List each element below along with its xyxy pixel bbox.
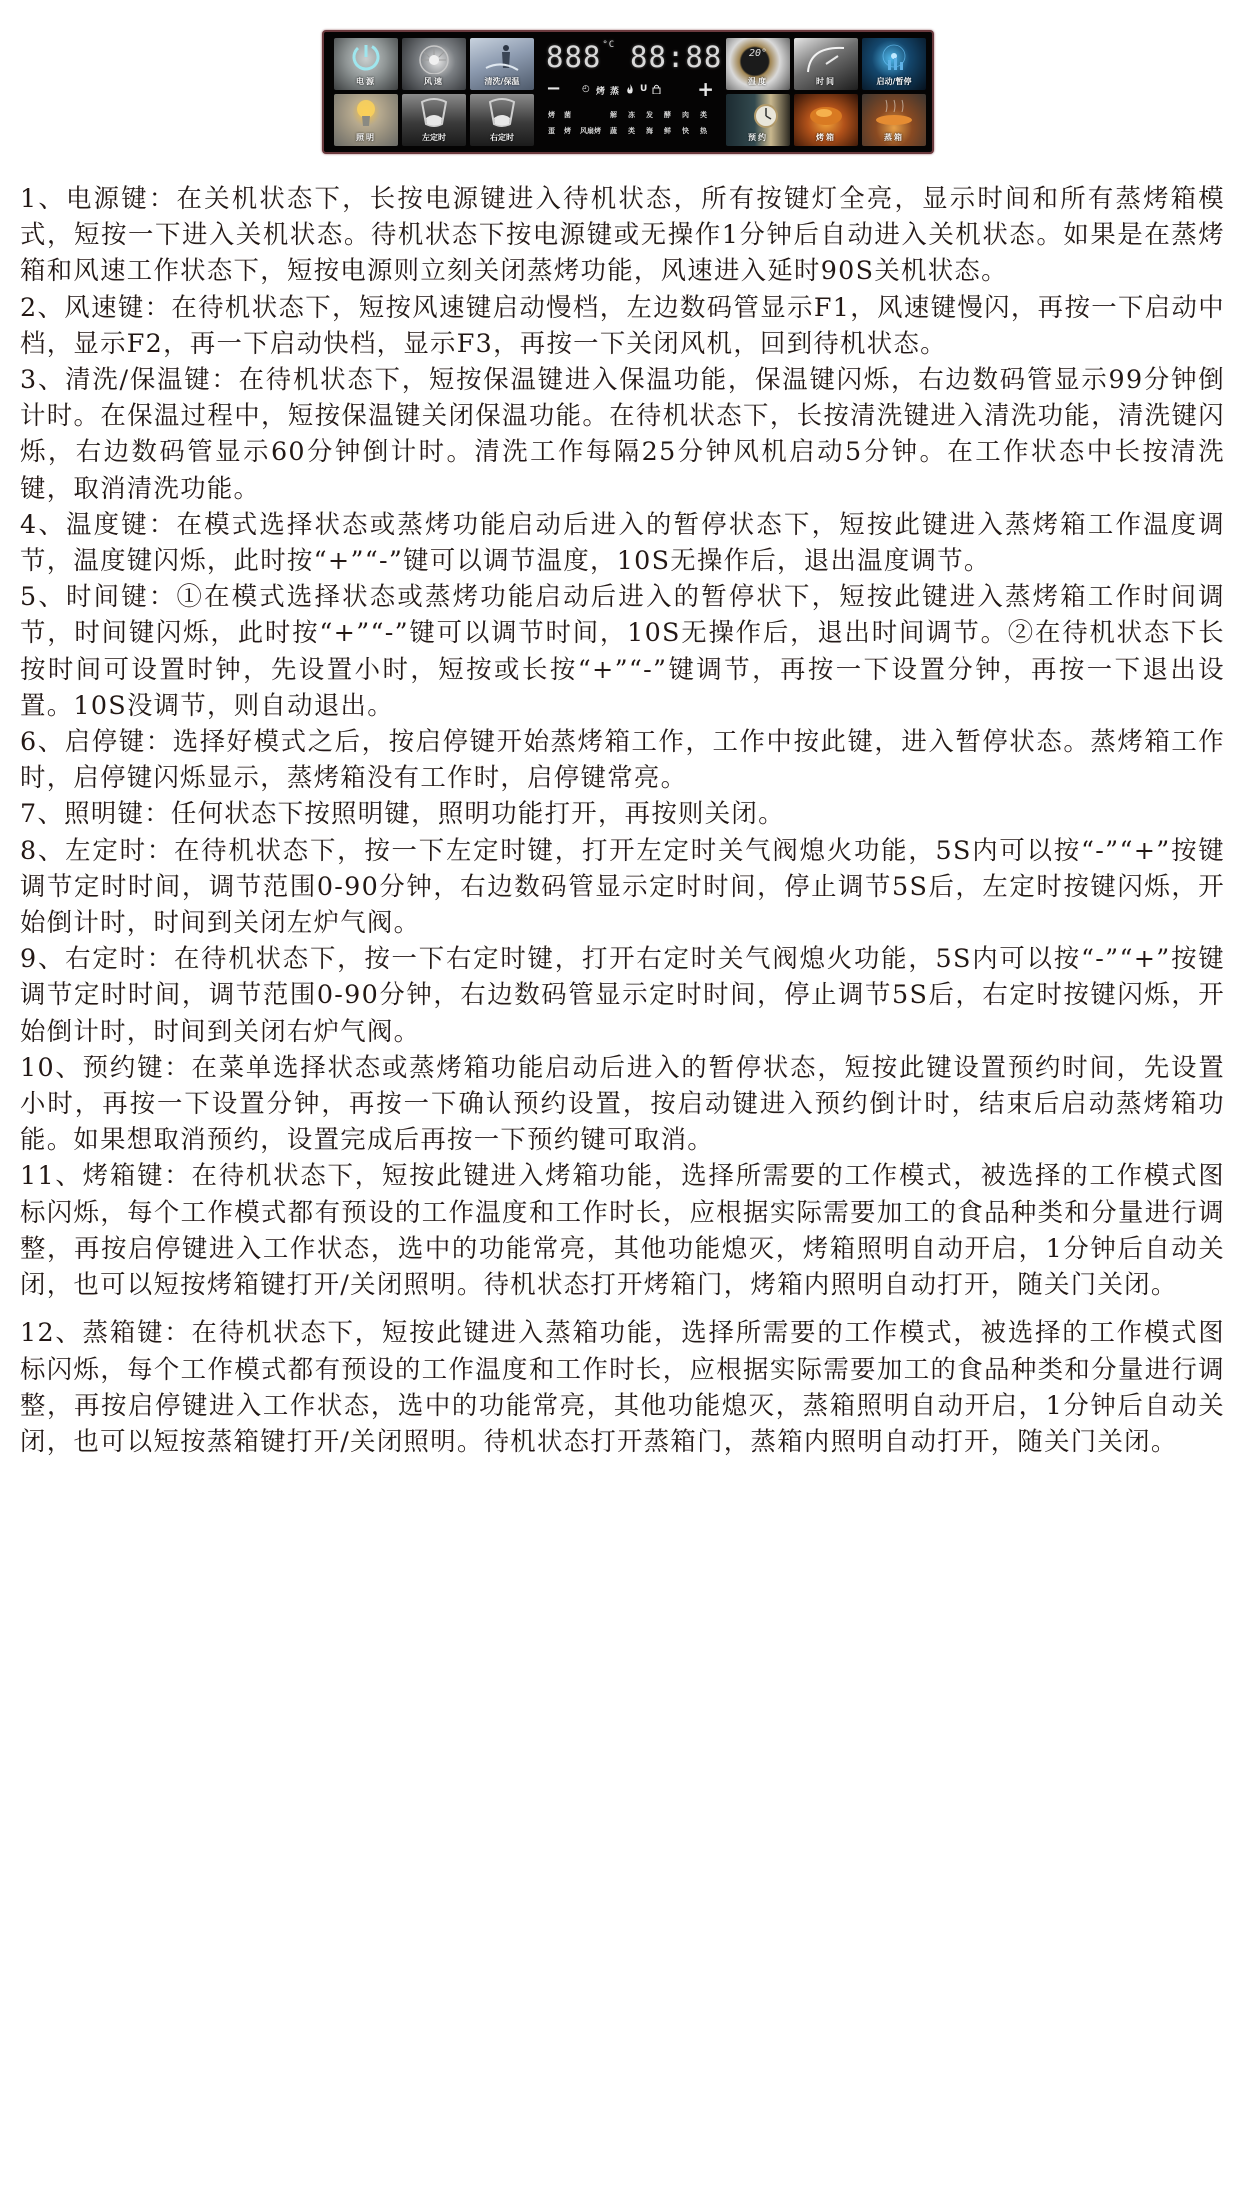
oven-key-label: 烤箱 [816,133,836,142]
steam-indicator: 蒸 [610,87,620,97]
clock-icon [794,42,858,78]
oven-key[interactable] [794,94,858,146]
power-key-label: 电源 [356,77,376,86]
clean-keep-warm-key-label: 清洗/保温 [484,77,520,86]
power-icon [334,42,398,78]
lighting-key-label: 照明 [356,133,376,142]
right-timer-icon [470,98,534,134]
minus-button[interactable]: − [546,78,562,99]
light-bulb-icon [334,98,398,134]
instruction-oven-key: 11、烤箱键：在待机状态下，短按此键进入烤箱功能，选择所需要的工作模式，被选择的工作模式图标闪烁，每个工作模式都有预设的工作温度和工作时长，应根据实际需要加工的食品种类和分量进行调整，再按启停键进入工作状态，选中的功能常亮，其他功能熄灭，烤箱照明自动开启，1分钟后自动关闭，也可以短按烤箱键打开/关闭照明。待机状态打开烤箱门，烤箱内照明自动打开，随关门关闭。 [20,1160,1225,1300]
reservation-key[interactable] [726,94,790,146]
left-timer-key-label: 左定时 [422,133,446,142]
fan-speed-key-label: 风速 [424,77,444,86]
instruction-clean-keep-warm-key: 3、清洗/保温键：在待机状态下，短按保温键进入保温功能，保温键闪烁，右边数码管显示99分钟倒计时。在保温过程中，短按保温键关闭保温功能。在待机状态下，长按清洗键进入清洗功能，清洗键闪烁，右边数码管显示60分钟倒计时。清洗工作每隔25分钟风机启动5分钟。在工作状态中长按清洗键，取消清洗功能。 [20,364,1225,503]
right-timer-key-label: 右定时 [490,133,514,142]
descale-indicator-icon: U [640,84,648,94]
temperature-key-label: 温度 [748,77,768,86]
instruction-reservation-key: 10、预约键：在菜单选择状态或蒸烤箱功能启动后进入的暂停状态，短按此键设置预约时间，先设置小时，再按一下设置分钟，再按一下确认预约设置，按启动键进入预约倒计时，结束后启动蒸烤箱功能。如果想取消预约，设置完成后再按一下预约键可取消。 [20,1051,1225,1155]
oven-icon [794,98,858,134]
instruction-start-pause-key: 6、启停键：选择好模式之后，按启停键开始蒸烤箱工作，工作中按此键，进入暂停状态。蒸烤箱工作时，启停键闪烁显示，蒸烤箱没有工作时，启停键常亮。 [20,726,1225,793]
fan-speed-key[interactable] [402,38,466,90]
steam-key[interactable] [862,94,926,146]
control-panel-image [322,30,934,154]
left-key-group [334,38,534,146]
time-key-label: 时间 [816,77,836,86]
temp-icon-text: 20° [748,48,768,59]
mode-label: 类 [628,127,635,135]
plus-button[interactable]: + [697,77,714,101]
left-timer-icon [402,98,466,134]
steam-icon [862,98,926,134]
instruction-fan-speed-key: 2、风速键：在待机状态下，短按风速键启动慢档，左边数码管显示F1，风速键慢闪，再按一下启动中档，显示F2，再一下启动快档，显示F3，再按一下关闭风机，回到待机状态。 [20,291,1225,358]
start-pause-icon [862,42,926,78]
steam-key-label: 蒸箱 [884,133,904,142]
mode-label: 蔬 [610,127,617,135]
mode-label: 海 [646,127,653,135]
clock-readout: 88:88 [630,40,723,74]
fan-icon [402,42,466,78]
instruction-left-timer: 8、左定时：在待机状态下，按一下左定时键，打开左定时关气阀熄火功能，5S内可以按“-”“+”按键调节定时时间，调节范围0-90分钟，右边数码管显示定时时间，停止调节5S后，左定时按键闪烁，开始倒计时，时间到关闭左炉气阀。 [20,834,1225,938]
thermometer-icon [726,48,790,59]
mode-label: 快 [682,127,689,135]
reservation-icon [726,98,790,134]
right-key-group [726,38,926,146]
instruction-temperature-key: 4、温度键：在模式选择状态或蒸烤功能启动后进入的暂停状态下，短按此键进入蒸烤箱工作温度调节，温度键闪烁，此时按“+”“-”键可以调节温度，10S无操作后，退出温度调节。 [20,508,1225,576]
temperature-digits: 888 [546,40,602,74]
mode-label: 热 [700,127,707,135]
mode-label: 菌 [564,111,571,119]
instruction-time-key: 5、时间键：①在模式选择状态或蒸烤功能启动后进入的暂停状下，短按此键进入蒸烤箱工作时间调节，时间键闪烁，此时按“+”“-”键可以调节时间，10S无操作后，退出时间调节。②在待机状态下长按时间可设置时钟，先设置小时，短按或长按“+”“-”键调节，再按一下设置分钟，再按一下退出设置。10S没调节，则自动退出。 [20,581,1225,720]
left-timer-key[interactable] [402,94,466,146]
lighting-key[interactable] [334,94,398,146]
start-pause-key-label: 启动/暂停 [876,77,912,86]
celsius-unit: °C [602,40,616,50]
adjust-row [546,77,718,101]
bake-indicator: 烤 [596,87,606,97]
instruction-steam-key: 12、蒸箱键：在待机状态下，短按此键进入蒸箱功能，选择所需要的工作模式，被选择的工作模式图标闪烁，每个工作模式都有预设的工作温度和工作时长，应根据实际需要加工的食品种类和分量进行调整，再按启停键进入工作状态，选中的功能常亮，其他功能熄灭，蒸箱照明自动开启，1分钟后自动关闭，也可以短按蒸箱键打开/关闭照明。待机状态打开蒸箱门，蒸箱内照明自动打开，随关门关闭。 [20,1317,1225,1456]
mode-label: 烤 [564,127,571,135]
mode-label: 风扇烤 [580,127,601,135]
instruction-text [20,180,1225,1459]
instruction-right-timer: 9、右定时：在待机状态下，按一下右定时键，打开右定时关气阀熄火功能，5S内可以按“-”“+”按键调节定时时间，调节范围0-90分钟，右边数码管显示定时时间，停止调节5S后，右定时按键闪烁，开始倒计时，时间到关闭右炉气阀。 [20,943,1225,1046]
mode-label: 解 [610,111,617,119]
instruction-power-key: 1、电源键：在关机状态下，长按电源键进入待机状态，所有按键灯全亮，显示时间和所有蒸烤箱模式，短按一下进入关机状态。待机状态下按电源键或无操作1分钟后自动进入关机状态。如果是在蒸烤箱和风速工作状态下，短按电源则立刻关闭蒸烤功能，风速进入延时90S关机状态。 [20,183,1225,286]
clean-keep-warm-key[interactable] [470,38,534,90]
instruction-lighting-key: 7、照明键：任何状态下按照明键，照明功能打开，再按则关闭。 [20,798,785,829]
reservation-key-label: 预约 [748,133,768,142]
clean-icon [470,42,534,78]
mode-label: 冻 [628,111,635,119]
timer-indicator-icon: ◴ [582,84,590,94]
mode-indicator-row-2 [546,126,718,138]
mode-indicator-row-1 [546,110,718,122]
mode-label: 烤 [548,111,555,119]
mode-label: 鲜 [664,127,671,135]
right-timer-key[interactable] [470,94,534,146]
lock-indicator-icon [652,84,661,97]
power-key[interactable] [334,38,398,90]
mode-label: 肉 [682,111,689,119]
time-key[interactable] [794,38,858,90]
mode-label: 酵 [664,111,671,119]
led-display [546,38,723,146]
flame-indicator-icon [626,84,634,97]
mode-label: 类 [700,111,707,119]
temperature-key[interactable] [726,38,790,90]
start-pause-key[interactable] [862,38,926,90]
temperature-readout [546,40,615,74]
mode-label: 发 [646,111,653,119]
mode-label: 蛋 [548,127,555,135]
